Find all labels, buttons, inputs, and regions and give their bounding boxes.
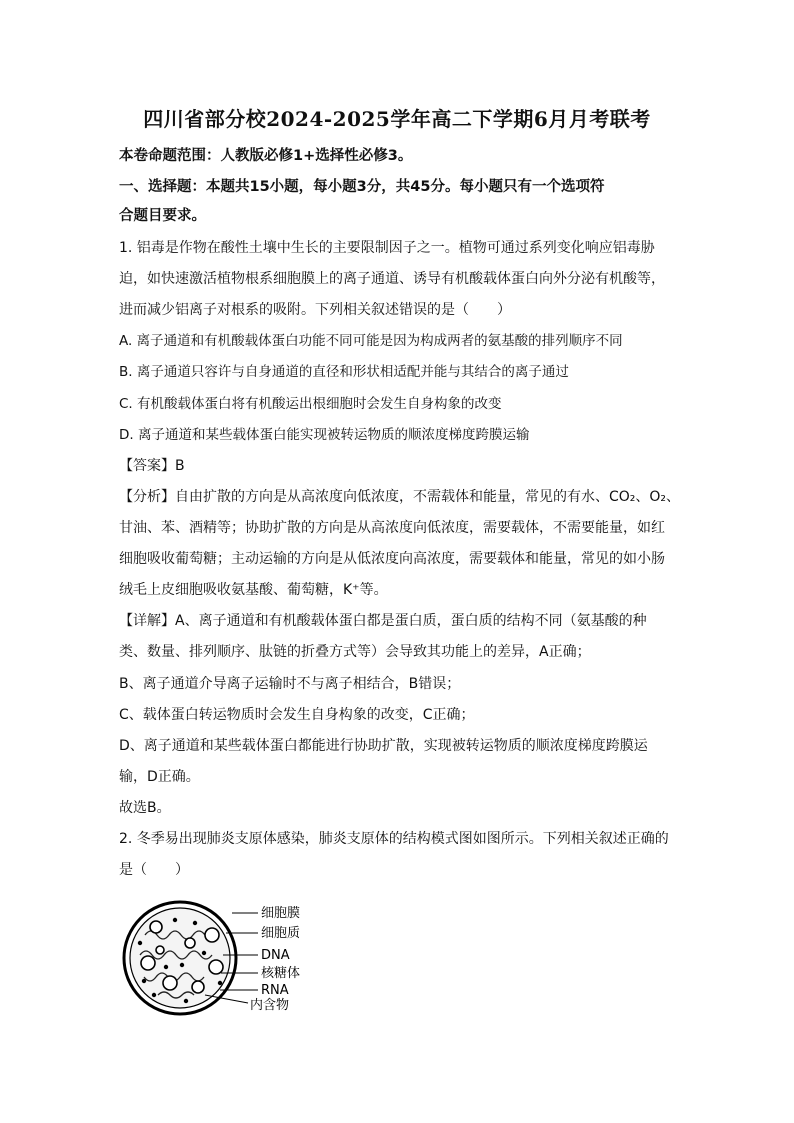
ribosome-dot bbox=[184, 999, 188, 1003]
q2-stem-line1: 2. 冬季易出现肺炎支原体感染，肺炎支原体的结构模式图如图所示。下列相关叙述正确的 bbox=[119, 831, 669, 847]
inclusion-body bbox=[150, 921, 162, 933]
label-dna: DNA bbox=[261, 948, 290, 963]
ribosome-dot bbox=[173, 918, 177, 922]
q2-stem-line2: 是（ ） bbox=[119, 862, 189, 878]
q1-detail-line2: 类、数量、排列顺序、肽链的折叠方式等）会导致其功能上的差异，A正确； bbox=[119, 644, 591, 660]
q1-analysis-line2: 甘油、苯、酒精等；协助扩散的方向是从高浓度向低浓度，需要载体，不需要能量，如红 bbox=[119, 520, 665, 536]
inclusion-body bbox=[141, 956, 155, 970]
ribosome-dot bbox=[180, 963, 184, 967]
q1-detail-line5: D、离子通道和某些载体蛋白都能进行协助扩散，实现被转运物质的顺浓度梯度跨膜运 bbox=[119, 738, 648, 754]
label-cytoplasm: 细胞质 bbox=[261, 926, 301, 941]
figure-labels bbox=[250, 906, 300, 1013]
q1-option-d: D. 离子通道和某些载体蛋白能实现被转运物质的顺浓度梯度跨膜运输 bbox=[119, 427, 530, 443]
inclusion-body bbox=[192, 981, 204, 993]
label-inclusion: 内含物 bbox=[250, 998, 290, 1013]
ribosome-dot bbox=[193, 921, 197, 925]
q1-option-b: B. 离子通道只容许与自身通道的直径和形状相适配并能与其结合的离子通过 bbox=[119, 364, 569, 380]
ribosome-dot bbox=[138, 941, 142, 945]
ribosome-dot bbox=[142, 979, 146, 983]
q1-detail-line3: B、离子通道介导离子运输时不与离子相结合，B错误； bbox=[119, 676, 461, 692]
q1-stem-line1: 1. 铝毒是作物在酸性土壤中生长的主要限制因子之一。植物可通过系列变化响应铝毒胁 bbox=[119, 240, 655, 256]
q1-detail-line6: 输，D正确。 bbox=[119, 769, 200, 785]
ribosome-dot bbox=[218, 981, 222, 985]
mycoplasma-structure-diagram bbox=[120, 895, 310, 1025]
page-title: 四川省部分校2024-2025学年高二下学期6月月考联考 bbox=[143, 107, 651, 131]
ribosome-dot bbox=[164, 965, 168, 969]
q1-stem-line3: 进而减少铝离子对根系的吸附。下列相关叙述错误的是（ ） bbox=[119, 302, 511, 318]
section-heading-line1: 一、选择题：本题共15小题，每小题3分，共45分。每小题只有一个选项符 bbox=[119, 179, 605, 195]
q1-conclusion: 故选B。 bbox=[119, 800, 171, 816]
inclusion-body bbox=[163, 976, 177, 990]
ribosome-dot bbox=[152, 993, 156, 997]
inclusion-body bbox=[185, 938, 195, 948]
label-rna: RNA bbox=[261, 983, 289, 998]
q1-detail-line4: C、载体蛋白转运物质时会发生自身构象的改变，C正确； bbox=[119, 707, 475, 723]
q1-stem-line2: 迫，如快速激活植物根系细胞膜上的离子通道、诱导有机酸载体蛋白向外分泌有机酸等， bbox=[119, 271, 665, 287]
q1-option-a: A. 离子通道和有机酸载体蛋白功能不同可能是因为构成两者的氨基酸的排列顺序不同 bbox=[119, 333, 623, 349]
inclusion-body bbox=[205, 928, 219, 942]
q1-analysis-line1: 【分析】自由扩散的方向是从高浓度向低浓度，不需载体和能量，常见的有水、CO₂、O₂、 bbox=[119, 489, 681, 505]
scope-note: 本卷命题范围：人教版必修1+选择性必修3。 bbox=[119, 148, 413, 164]
ribosome-dot bbox=[202, 951, 206, 955]
section-heading-line2: 合题目要求。 bbox=[119, 208, 206, 224]
q1-answer: 【答案】B bbox=[119, 458, 185, 474]
label-ribosome: 核糖体 bbox=[261, 966, 301, 981]
inclusion-body bbox=[156, 946, 164, 954]
q1-detail-line1: 【详解】A、离子通道和有机酸载体蛋白都是蛋白质，蛋白质的结构不同（氨基酸的种 bbox=[119, 613, 647, 629]
q1-analysis-line3: 细胞吸收葡萄糖；主动运输的方向是从低浓度向高浓度，需要载体和能量，常见的如小肠 bbox=[119, 551, 665, 567]
label-cell-membrane: 细胞膜 bbox=[261, 906, 301, 921]
q1-analysis-line4: 绒毛上皮细胞吸收氨基酸、葡萄糖，K⁺等。 bbox=[119, 582, 388, 598]
inclusion-body bbox=[209, 960, 223, 974]
q1-option-c: C. 有机酸载体蛋白将有机酸运出根细胞时会发生自身构象的改变 bbox=[119, 396, 502, 412]
